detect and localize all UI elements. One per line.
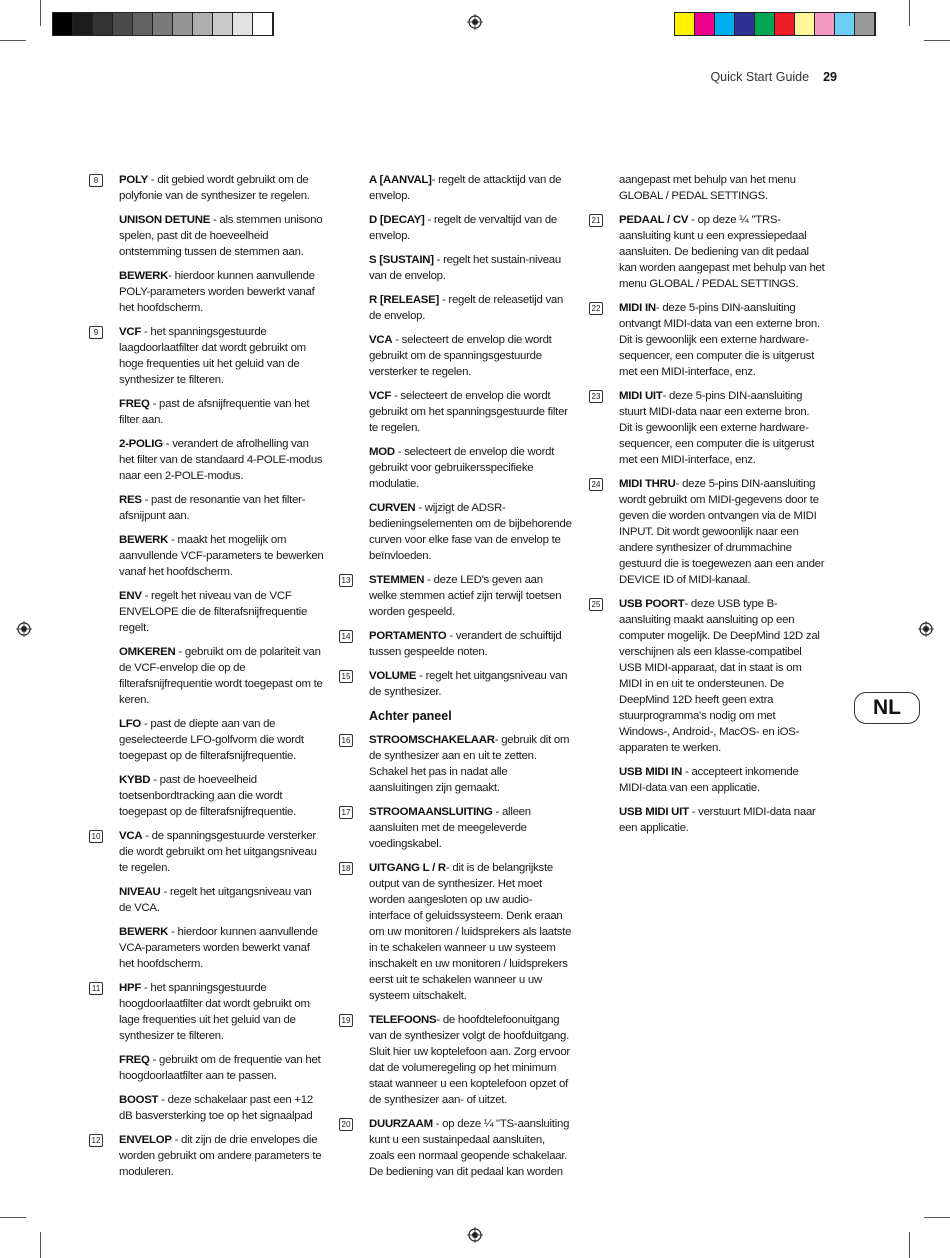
item-number: 13	[339, 574, 353, 587]
item-number: 14	[339, 630, 353, 643]
crop-mark	[0, 1217, 26, 1218]
entry	[369, 292, 573, 324]
entry-term: VCF	[369, 390, 392, 402]
color-swatch	[93, 13, 113, 35]
entry-term: USB MIDI IN	[619, 766, 683, 778]
entry	[591, 300, 825, 380]
entry	[341, 732, 573, 796]
entry-text: - deze schakelaar past een +12 dB basversterking toe op het signaalpad	[119, 1094, 313, 1122]
item-number: 22	[589, 302, 603, 315]
registration-mark-icon	[467, 1227, 483, 1243]
entry-term: CURVEN	[369, 502, 416, 514]
entry	[591, 212, 825, 292]
cmyk-color-bar	[674, 12, 876, 36]
registration-mark-icon	[918, 621, 934, 637]
item-number: 16	[339, 734, 353, 747]
entry	[369, 332, 573, 380]
entry-text: - selecteert de envelop die wordt gebruikt om de spanningsgestuurde versterker te regelen.	[369, 334, 552, 378]
entry-text: - regelt het sustain-niveau van de envelop.	[369, 254, 561, 282]
entry-term: STEMMEN	[369, 574, 425, 586]
entry	[119, 644, 325, 708]
entry-text: - verandert de afrolhelling van het filter van de standaard 4-POLE-modus naar een 2-POLE-modus.	[119, 438, 323, 482]
entry-term: ENV	[119, 590, 142, 602]
entry-term: A [AANVAL]	[369, 174, 432, 186]
entry-term: S [SUSTAIN]	[369, 254, 434, 266]
entry	[341, 668, 573, 700]
entry-term: PORTAMENTO	[369, 630, 447, 642]
entry-term: NIVEAU	[119, 886, 161, 898]
entry	[119, 436, 325, 484]
entry-text: - deze 5-pins DIN-aansluiting stuurt MIDI-data naar een externe bron. Dit is gewoonlijk een externe hardware-sequencer, een computer die is uitgerust met een MIDI-interface, enz.	[619, 390, 815, 466]
entry-text: - als stemmen unisono spelen, past dit de hoeveelheid ontstemming tussen de stemmen aan.	[119, 214, 323, 258]
entry	[369, 212, 573, 244]
entry-term: DUURZAAM	[369, 1118, 433, 1130]
language-tab: NL	[854, 692, 920, 724]
entry-text: - deze 5-pins DIN-aansluiting wordt gebruikt om MIDI-gegevens door te geven die worden ontvangen via de MIDI INPUT. Dit wordt gewoonlijk naar een andere synthesizer of drummachine gestuurd die is toegewezen aan een ander DEVICE ID of MIDI-kanaal.	[619, 478, 825, 586]
entry	[119, 716, 325, 764]
entry-term: D [DECAY]	[369, 214, 425, 226]
color-swatch	[715, 13, 735, 35]
entry	[341, 572, 573, 620]
entry-text: - regelt het uitgangsniveau van de synthesizer.	[369, 670, 568, 698]
page-header	[710, 70, 837, 84]
entry-term: HPF	[119, 982, 142, 994]
entry-text: - de hoofdtelefoonuitgang van de synthesizer volgt de hoofduitgang. Sluit hier uw koptelefoon aan. Zorg ervoor dat de volumeregeling op het minimum staat wanneer u een koptelefoon opzet of de synthesizer aan- of uitzet.	[369, 1014, 570, 1106]
entry-text: - gebruik dit om de synthesizer aan en uit te zetten. Schakel het pas in nadat alle aansluitingen zijn gemaakt.	[369, 734, 570, 794]
entry-text: - regelt het niveau van de VCF ENVELOPE die de filterafsnijfrequentie regelt.	[119, 590, 308, 634]
entry-term: UITGANG L / R	[369, 862, 446, 874]
entry-term: UNISON DETUNE	[119, 214, 211, 226]
entry	[119, 532, 325, 580]
entry-text: - gebruikt om de polariteit van de VCF-envelop die op de filterafsnijfrequentie wordt toegepast om te keren.	[119, 646, 323, 706]
entry	[119, 1052, 325, 1084]
entry-term: 2-POLIG	[119, 438, 163, 450]
entry-text: - verandert de schuiftijd tussen gespeelde noten.	[369, 630, 562, 658]
entry	[619, 764, 825, 796]
item-number: 24	[589, 478, 603, 491]
entry-term: VCA	[119, 830, 143, 842]
entry-text: - dit is de belangrijkste output van de synthesizer. Het moet worden aangesloten op uw audio-interface of geluidssysteem. Denk eraan om uw monitoren / luidsprekers als laatste in te schakelen wanneer u uw systeem inschakelt en uw monitoren / luidsprekers eerst uit te schakelen wanneer u uw systeem uitschakelt.	[369, 862, 572, 1002]
entry-text: - regelt de vervaltijd van de envelop.	[369, 214, 557, 242]
color-swatch	[735, 13, 755, 35]
entry-term: MIDI THRU	[619, 478, 676, 490]
color-swatch	[835, 13, 855, 35]
entry-text: - wijzigt de ADSR-bedieningselementen om de bijbehorende curven voor elke fase van de envelop te beïnvloeden.	[369, 502, 572, 562]
entry	[341, 628, 573, 660]
entry-text: - dit zijn de drie envelopes die worden gebruikt om andere parameters te moduleren.	[119, 1134, 322, 1178]
grayscale-color-bar	[52, 12, 274, 36]
entry-text: - verstuurt MIDI-data naar een applicatie.	[619, 806, 816, 834]
item-number: 9	[89, 326, 103, 339]
registration-mark-icon	[16, 621, 32, 637]
entry	[119, 772, 325, 820]
entry-term: VCF	[119, 326, 142, 338]
entry-term: MIDI IN	[619, 302, 656, 314]
entry-term: MIDI UIT	[619, 390, 663, 402]
entry-term: POLY	[119, 174, 148, 186]
color-swatch	[755, 13, 775, 35]
crop-mark	[924, 1217, 950, 1218]
color-swatch	[153, 13, 173, 35]
color-swatch	[173, 13, 193, 35]
entry-text: aangepast met behulp van het menu GLOBAL / PEDAL SETTINGS.	[619, 174, 796, 202]
entry-text: - op deze ¼ "TS-aansluiting kunt u een sustainpedaal aansluiten, zoals een normaal geopende schakelaar. De bediening van dit pedaal kan worden	[369, 1118, 570, 1178]
entry-term: OMKEREN	[119, 646, 176, 658]
entry	[619, 172, 825, 204]
item-number: 25	[589, 598, 603, 611]
page-number: 29	[823, 70, 837, 84]
text-column-1	[91, 172, 325, 1188]
color-swatch	[695, 13, 715, 35]
entry	[591, 596, 825, 756]
entry	[119, 924, 325, 972]
item-number: 21	[589, 214, 603, 227]
entry-text: - dit gebied wordt gebruikt om de polyfonie van de synthesizer te regelen.	[119, 174, 310, 202]
entry-term: FREQ	[119, 1054, 150, 1066]
crop-mark	[909, 0, 910, 26]
entry-text: - op deze ¼ "TRS-aansluiting kunt u een expressiepedaal aansluiten. De bediening van dit pedaal kan worden aangepast met behulp van het menu GLOBAL / PEDAL SETTINGS.	[619, 214, 825, 290]
entry-text: - regelt de attacktijd van de envelop.	[369, 174, 562, 202]
entry-text: - maakt het mogelijk om aanvullende VCF-parameters te bewerken vanaf het hoofdscherm.	[119, 534, 324, 578]
entry-text: - accepteert inkomende MIDI-data van een applicatie.	[619, 766, 799, 794]
color-swatch	[233, 13, 253, 35]
crop-mark	[909, 1232, 910, 1258]
crop-mark	[40, 1232, 41, 1258]
entry	[619, 804, 825, 836]
entry-text: - selecteert de envelop die wordt gebruikt om het spanningsgestuurde filter te regelen.	[369, 390, 568, 434]
entry-term: STROOMSCHAKELAAR	[369, 734, 495, 746]
entry-text: - deze USB type B-aansluiting maakt aansluiting op een computer mogelijk. De DeepMind 12D zal verschijnen als een klasse-compatibel USB MIDI-apparaat, dat in staat is om MIDI in en uit te ondersteunen. De DeepMind 12D heeft geen extra stuurprogramma's nodig om met Windows-, Android-, MacOS- en iOS-apparaten te werken.	[619, 598, 820, 754]
entry-term: MOD	[369, 446, 395, 458]
entry-text: - hierdoor kunnen aanvullende POLY-parameters worden bewerkt vanaf het hoofdscherm.	[119, 270, 315, 314]
item-number: 17	[339, 806, 353, 819]
entry	[119, 588, 325, 636]
entry-term: STROOMAANSLUITING	[369, 806, 493, 818]
color-swatch	[53, 13, 73, 35]
text-column-3	[591, 172, 825, 844]
entry	[369, 252, 573, 284]
entry-term: TELEFOONS	[369, 1014, 437, 1026]
entry	[341, 1012, 573, 1108]
entry-text: - selecteert de envelop die wordt gebruikt voor gebruikersspecifieke modulatie.	[369, 446, 555, 490]
color-swatch	[73, 13, 93, 35]
entry	[341, 860, 573, 1004]
color-swatch	[213, 13, 233, 35]
entry-text: - past de afsnijfrequentie van het filter aan.	[119, 398, 310, 426]
entry-term: VOLUME	[369, 670, 417, 682]
color-swatch	[113, 13, 133, 35]
entry-text: - deze LED's geven aan welke stemmen actief zijn terwijl toetsen worden gespeeld.	[369, 574, 562, 618]
entry-term: USB POORT	[619, 598, 685, 610]
entry	[591, 388, 825, 468]
item-number: 15	[339, 670, 353, 683]
registration-mark-icon	[467, 14, 483, 30]
entry-term: BEWERK	[119, 270, 169, 282]
entry	[91, 828, 325, 876]
entry-term: VCA	[369, 334, 393, 346]
entry	[91, 980, 325, 1044]
entry-term: BOOST	[119, 1094, 159, 1106]
entry-term: PEDAAL / CV	[619, 214, 689, 226]
entry	[119, 492, 325, 524]
entry	[119, 884, 325, 916]
item-number: 12	[89, 1134, 103, 1147]
entry-term: USB MIDI UIT	[619, 806, 689, 818]
entry-term: ENVELOP	[119, 1134, 172, 1146]
entry-term: KYBD	[119, 774, 151, 786]
color-swatch	[253, 13, 273, 35]
entry	[369, 444, 573, 492]
item-number: 20	[339, 1118, 353, 1131]
entry-term: RES	[119, 494, 142, 506]
color-swatch	[795, 13, 815, 35]
entry	[369, 172, 573, 204]
entry-term: BEWERK	[119, 534, 169, 546]
item-number: 19	[339, 1014, 353, 1027]
entry-text: - het spanningsgestuurde laagdoorlaatfilter dat wordt gebruikt om hoge frequenties uit het geluid van de synthesizer te filteren.	[119, 326, 306, 386]
text-column-2	[341, 172, 573, 1188]
item-number: 11	[89, 982, 103, 995]
color-swatch	[775, 13, 795, 35]
entry-text: - hierdoor kunnen aanvullende VCA-parameters worden bewerkt vanaf het hoofdscherm.	[119, 926, 318, 970]
header-title: Quick Start Guide	[710, 70, 810, 84]
entry-text: - alleen aansluiten met de meegeleverde voedingskabel.	[369, 806, 531, 850]
entry-text: - past de hoeveelheid toetsenbordtracking aan die wordt toegepast op de filterafsnijfrequentie.	[119, 774, 297, 818]
entry-text: - past de diepte aan van de geselecteerde LFO-golfvorm die wordt toegepast op de filterafsnijfrequentie.	[119, 718, 304, 762]
color-swatch	[675, 13, 695, 35]
entry	[91, 1132, 325, 1180]
entry	[341, 1116, 573, 1180]
crop-mark	[924, 40, 950, 41]
entry-term: LFO	[119, 718, 142, 730]
entry-term: BEWERK	[119, 926, 169, 938]
entry-text: - regelt het uitgangsniveau van de VCA.	[119, 886, 312, 914]
entry	[119, 396, 325, 428]
item-number: 18	[339, 862, 353, 875]
entry-text: - regelt de releasetijd van de envelop.	[369, 294, 564, 322]
entry-text: - past de resonantie van het filter-afsnijpunt aan.	[119, 494, 306, 522]
color-swatch	[133, 13, 153, 35]
entry	[119, 212, 325, 260]
entry-term: R [RELEASE]	[369, 294, 440, 306]
entry-text: - deze 5-pins DIN-aansluiting ontvangt MIDI-data van een externe bron. Dit is gewoonlijk een externe hardware-sequencer, een computer die is uitgerust met een MIDI-interface, enz.	[619, 302, 820, 378]
entry	[369, 500, 573, 564]
entry	[93, 172, 325, 204]
item-number: 23	[589, 390, 603, 403]
entry-text: - de spanningsgestuurde versterker die wordt gebruikt om het uitgangsniveau te regelen.	[119, 830, 317, 874]
entry	[93, 324, 325, 388]
color-swatch	[193, 13, 213, 35]
entry-text: - het spanningsgestuurde hoogdoorlaatfilter dat wordt gebruikt om lage frequenties uit het geluid van de synthesizer te filteren.	[119, 982, 310, 1042]
item-number: 8	[89, 174, 103, 187]
entry-term: FREQ	[119, 398, 150, 410]
section-heading: Achter paneel	[369, 709, 452, 723]
item-number: 10	[89, 830, 103, 843]
entry-text: - gebruikt om de frequentie van het hoogdoorlaatfilter aan te passen.	[119, 1054, 321, 1082]
color-swatch	[855, 13, 875, 35]
entry	[369, 388, 573, 436]
entry	[119, 1092, 325, 1124]
entry	[119, 268, 325, 316]
color-swatch	[815, 13, 835, 35]
crop-mark	[40, 0, 41, 26]
crop-mark	[0, 40, 26, 41]
entry	[341, 804, 573, 852]
entry	[591, 476, 825, 588]
